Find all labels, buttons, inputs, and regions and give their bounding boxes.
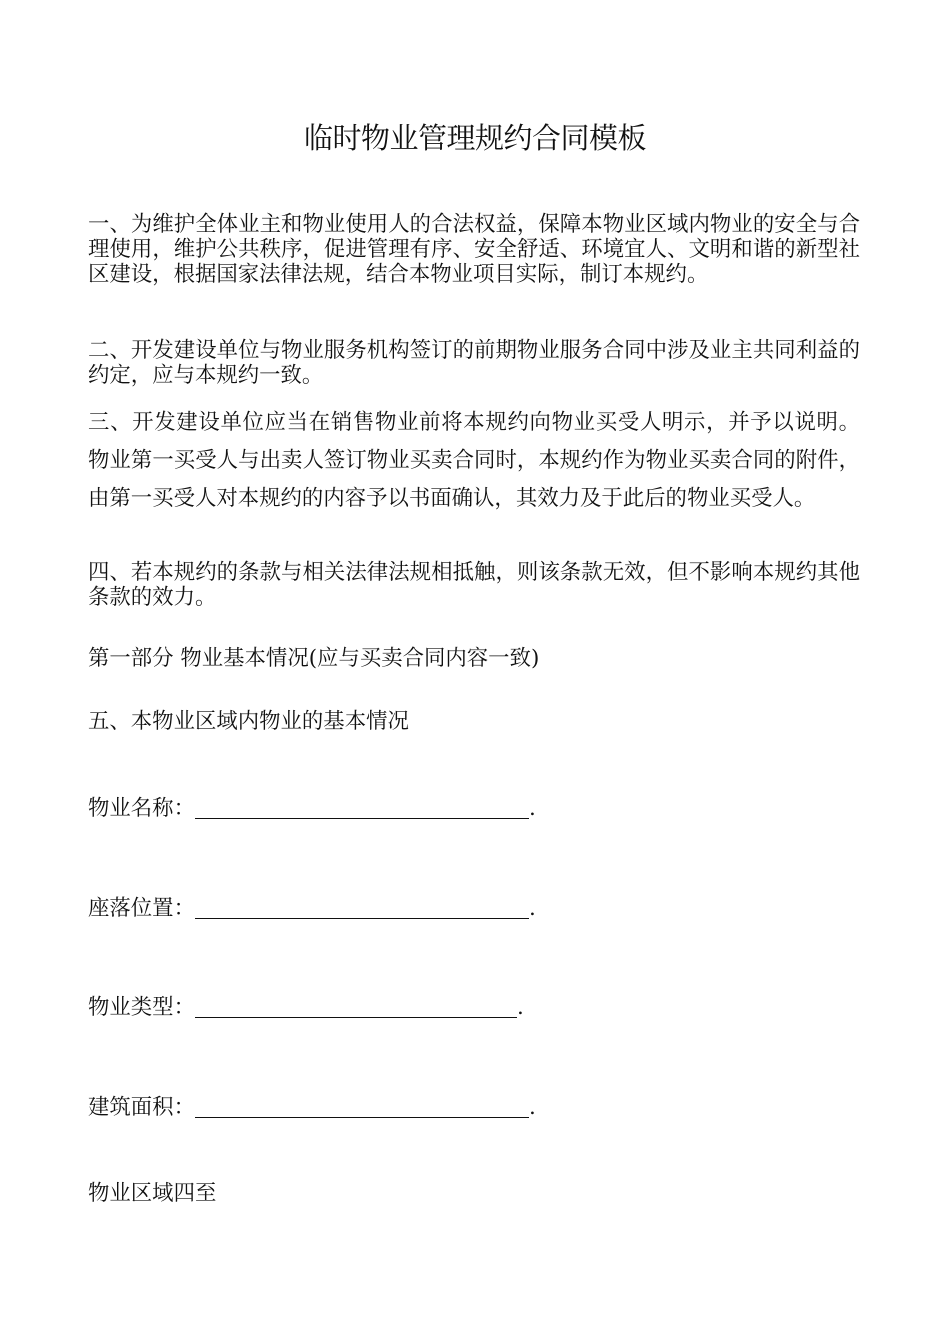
property-type-field (88, 993, 524, 1023)
location-label: 座落位置： (88, 896, 195, 921)
property-name-field (88, 794, 536, 824)
building-area-suffix: . (528, 1095, 536, 1120)
closing-text: 物业区域四至 (88, 1181, 217, 1206)
property-name-label: 物业名称： (88, 796, 195, 821)
document-title: 临时物业管理规约合同模板 (303, 121, 646, 155)
property-type-suffix: . (516, 995, 524, 1020)
property-name-blank (195, 794, 529, 819)
property-type-label: 物业类型： (88, 995, 195, 1020)
location-suffix: . (528, 896, 536, 921)
location-field (88, 894, 536, 924)
building-area-blank (195, 1093, 529, 1118)
building-area-label: 建筑面积： (88, 1095, 195, 1120)
location-blank (195, 894, 529, 919)
section-heading: 五、本物业区域内物业的基本情况 (88, 709, 409, 734)
property-name-suffix: . (528, 796, 536, 821)
clause-1: 一、为维护全体业主和物业使用人的合法权益，保障本物业区域内物业的安全与合理使用，维护公共秩序，促进管理有序、安全舒适、环境宜人、文明和谐的新型社区建设，根据国家法律法规，结合本物业项目实际，制订本规约。 (88, 212, 860, 287)
clause-3: 三、开发建设单位应当在销售物业前将本规约向物业买受人明示，并予以说明。 物业第一买受人与出卖人签订物业买卖合同时，本规约作为物业买卖合同的附件，由第一买受人对本规约的内容予以书面确认，其效力及于此后的物业买受人。 (88, 410, 860, 511)
property-type-blank (195, 993, 517, 1018)
building-area-field (88, 1093, 536, 1123)
part-heading: 第一部分 物业基本情况(应与买卖合同内容一致) (88, 646, 540, 671)
clause-4: 四、若本规约的条款与相关法律法规相抵触，则该条款无效，但不影响本规约其他条款的效力。 (88, 560, 860, 610)
clause-2: 二、开发建设单位与物业服务机构签订的前期物业服务合同中涉及业主共同利益的约定，应与本规约一致。 (88, 338, 860, 388)
